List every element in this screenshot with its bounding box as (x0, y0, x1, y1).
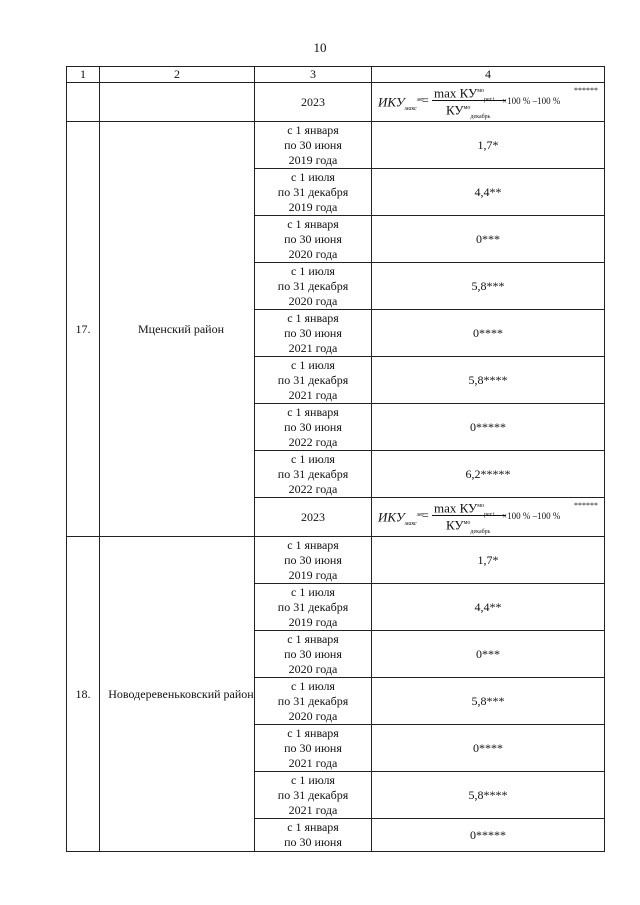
formula-tail: ×100 % –100 % (502, 96, 561, 106)
value-cell: 4,4** (372, 584, 605, 631)
formula-denominator: $КУ^{мо}_{декабрь}$ (446, 102, 491, 120)
table-row (67, 122, 605, 169)
value-cell: 4,4** (372, 169, 605, 216)
header-col-3: 3 (255, 67, 372, 83)
section-number: 18. (67, 537, 100, 852)
value-cell: 0*** (372, 631, 605, 678)
value-cell: 0*** (372, 216, 605, 263)
formula-lhs: $ИКУ_{макс}^{мо}$ (378, 94, 424, 112)
section-name-text: Мценский район (137, 321, 224, 336)
empty-cell (67, 83, 100, 122)
header-col-1: 1 (67, 67, 100, 83)
section-name (100, 122, 255, 537)
value-cell: 0***** (372, 819, 605, 852)
tariff-table (66, 66, 605, 852)
header-col-2: 2 (100, 67, 255, 83)
empty-cell (100, 83, 255, 122)
value-cell: 5,8**** (372, 772, 605, 819)
formula-cell (372, 498, 605, 537)
formula-denominator: $КУ^{мо}_{декабрь}$ (446, 517, 491, 535)
period-cell: с 1 января по 30 июня 2019 года (255, 537, 372, 584)
value-cell: 5,8**** (372, 357, 605, 404)
period-cell: с 1 июля по 31 декабря 2019 года (255, 584, 372, 631)
value-cell: 0**** (372, 310, 605, 357)
period-cell: с 1 января по 30 июня 2019 года (255, 122, 372, 169)
period-cell: с 1 января по 30 июня 2020 года (255, 216, 372, 263)
section-name-text: Новодеревеньковский район (108, 686, 254, 701)
table-row (67, 537, 605, 584)
value-cell: 5,8*** (372, 263, 605, 310)
section-name (100, 537, 255, 852)
value-cell: 6,2***** (372, 451, 605, 498)
period-cell: с 1 июля по 31 декабря 2020 года (255, 263, 372, 310)
period-cell: с 1 января по 30 июня 2021 года (255, 725, 372, 772)
value-cell: 0***** (372, 404, 605, 451)
period-cell: с 1 июля по 31 декабря 2021 года (255, 357, 372, 404)
period-cell: 2023 (255, 498, 372, 537)
formula-footnote-mark: ****** (574, 86, 598, 95)
period-cell: с 1 июля по 31 декабря 2019 года (255, 169, 372, 216)
formula-numerator: $\max КУ^{мо}_{рег.i}$ (434, 85, 495, 103)
section-number: 17. (67, 122, 100, 537)
formula-footnote-mark: ****** (574, 501, 598, 510)
period-cell: с 1 января по 30 июня 2021 года (255, 310, 372, 357)
period-cell: с 1 января по 30 июня 2020 года (255, 631, 372, 678)
formula-tail: ×100 % –100 % (502, 511, 561, 521)
formula-numerator: $\max КУ^{мо}_{рег.i}$ (434, 500, 495, 518)
period-cell: с 1 января по 30 июня 2022 года (255, 404, 372, 451)
value-cell: 1,7* (372, 122, 605, 169)
value-cell: 0**** (372, 725, 605, 772)
period-cell: с 1 июля по 31 декабря 2020 года (255, 678, 372, 725)
period-cell: с 1 июля по 31 декабря 2022 года (255, 451, 372, 498)
formula-lhs: $ИКУ_{макс}^{мо}$ (378, 509, 424, 527)
formula-equals: = (422, 508, 429, 522)
header-row (67, 67, 605, 83)
formula-equals: = (422, 93, 429, 107)
formula (372, 498, 604, 536)
value-cell: 5,8*** (372, 678, 605, 725)
formula (372, 83, 604, 121)
period-cell: с 1 января по 30 июня (255, 819, 372, 852)
header-col-4: 4 (372, 67, 605, 83)
period-cell: с 1 июля по 31 декабря 2021 года (255, 772, 372, 819)
page-number: 10 (313, 40, 327, 55)
formula-cell (372, 83, 605, 122)
top-formula-row (67, 83, 605, 122)
period-cell: 2023 (255, 83, 372, 122)
value-cell: 1,7* (372, 537, 605, 584)
